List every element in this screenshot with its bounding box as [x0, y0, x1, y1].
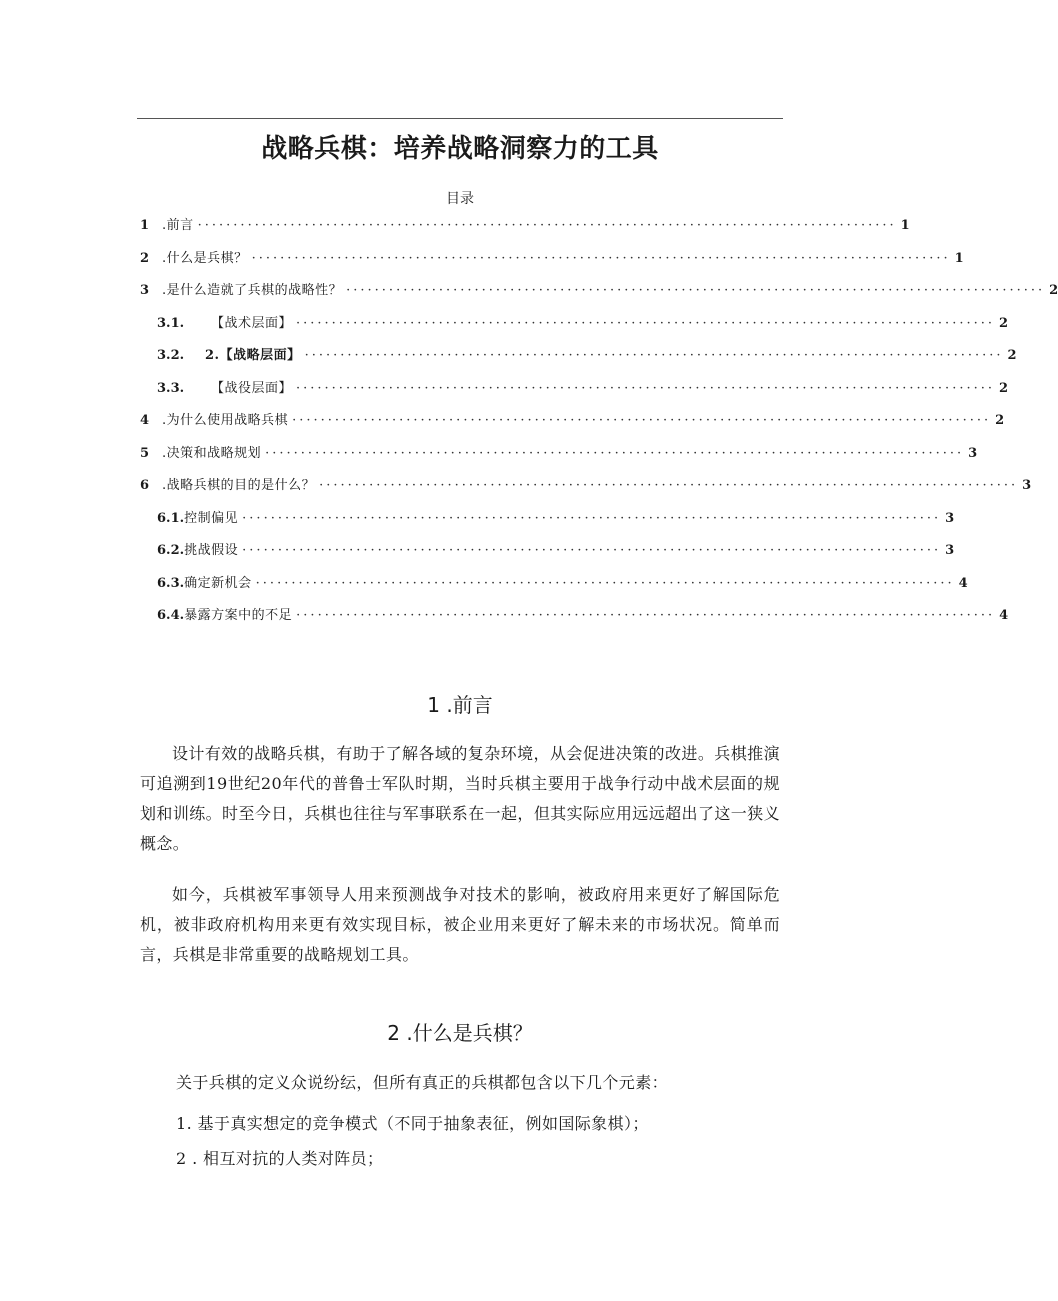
- toc-entry-number: 1: [140, 218, 150, 233]
- toc-leader: ··································································································: [304, 348, 1004, 363]
- toc-entry-page: 3: [945, 543, 955, 558]
- toc-entry[interactable]: [140, 535, 955, 568]
- toc-leader: ··································································································: [242, 543, 942, 558]
- toc-entry-title: .前言: [162, 218, 194, 233]
- toc-entry-number: 4: [140, 413, 150, 428]
- toc-entry-page: 2: [1007, 348, 1017, 363]
- toc-entry-title: 确定新机会: [184, 575, 252, 591]
- toc-entry-number: 6.2.: [157, 543, 185, 558]
- toc-entry[interactable]: [140, 308, 1009, 341]
- list-item: 2 . 相互对抗的人类对阵员；: [176, 1149, 384, 1168]
- toc-leader: ··································································································: [296, 608, 996, 623]
- table-of-contents: [140, 210, 1058, 633]
- toc-leader: ··································································································: [255, 575, 955, 591]
- header-rule: [137, 118, 783, 119]
- toc-entry[interactable]: [140, 405, 1005, 438]
- toc-entry-title: .战略兵棋的目的是什么？: [162, 478, 316, 493]
- toc-entry-page: 3: [945, 510, 955, 526]
- toc-leader: ··································································································: [319, 478, 1019, 493]
- toc-entry-title: .是什么造就了兵棋的战略性？: [162, 283, 343, 298]
- toc-entry-page: 2: [998, 315, 1009, 331]
- toc-entry-title: 控制偏见: [184, 510, 239, 526]
- toc-leader: ··································································································: [292, 413, 992, 428]
- toc-entry[interactable]: [140, 600, 1009, 633]
- toc-leader: ··································································································: [265, 445, 965, 461]
- paragraph: 设计有效的战略兵棋，有助于了解各域的复杂环境，从会促进决策的改进。兵棋推演可追溯到19世纪20年代的普鲁士军队时期，当时兵棋主要用于战争行动中战术层面的规划和训练。时至今日，兵棋也往往与军事联系在一起，但其实际应用远远超出了这一狭义概念。: [140, 744, 780, 853]
- toc-leader: ··································································································: [296, 315, 995, 331]
- toc-entry-title: .决策和战略规划: [162, 445, 262, 461]
- section-heading-preface: 1 .前言: [427, 693, 493, 717]
- toc-entry[interactable]: [140, 503, 955, 536]
- toc-leader: ··································································································: [197, 218, 897, 233]
- toc-entry-number: 6.4.: [157, 608, 185, 623]
- toc-entry-page: 2: [998, 380, 1009, 396]
- toc-entry-page: 1: [900, 218, 910, 233]
- toc-entry[interactable]: [140, 373, 1009, 406]
- toc-entry-number: 2: [140, 250, 150, 266]
- toc-entry-number: 5: [140, 445, 150, 461]
- toc-entry-number: 6.3.: [157, 575, 185, 591]
- toc-entry-number: 6.1.: [157, 510, 185, 526]
- toc-entry[interactable]: [140, 470, 1032, 503]
- toc-entry-title: 暴露方案中的不足: [184, 608, 293, 623]
- paragraph: 关于兵棋的定义众说纷纭，但所有真正的兵棋都包含以下几个元素：: [176, 1073, 669, 1092]
- toc-entry-page: 2: [1049, 283, 1058, 298]
- list-item: 1. 基于真实想定的竞争模式（不同于抽象表征，例如国际象棋）；: [176, 1114, 649, 1133]
- toc-entry-title: 2.【战略层面】: [205, 348, 301, 363]
- toc-entry-page: 1: [954, 250, 964, 266]
- toc-leader: ··································································································: [346, 283, 1046, 298]
- document-title: 战略兵棋：培养战略洞察力的工具: [261, 134, 659, 164]
- toc-entry[interactable]: [140, 340, 1017, 373]
- toc-heading: 目录: [446, 191, 474, 207]
- toc-entry-number: 3.1.: [157, 315, 185, 331]
- toc-entry[interactable]: [140, 438, 978, 471]
- toc-entry-title: .什么是兵棋？: [162, 250, 248, 266]
- toc-entry-page: 2: [995, 413, 1005, 428]
- toc-entry-title: 【战役层面】: [211, 380, 293, 396]
- toc-entry-page: 3: [1022, 478, 1032, 493]
- toc-entry[interactable]: [140, 243, 964, 276]
- toc-entry[interactable]: [140, 275, 1058, 308]
- section-heading-what-is-wargame: 2 .什么是兵棋？: [387, 1021, 533, 1045]
- toc-leader: ··································································································: [296, 380, 995, 396]
- toc-leader: ··································································································: [242, 510, 942, 526]
- toc-entry-number: 3.3.: [157, 380, 185, 396]
- toc-entry-page: 3: [968, 445, 978, 461]
- toc-entry-number: 3: [140, 283, 150, 298]
- toc-entry-page: 4: [958, 575, 968, 591]
- toc-leader: ··································································································: [251, 250, 951, 266]
- toc-entry-title: 【战术层面】: [211, 315, 293, 331]
- toc-entry-title: 挑战假设: [184, 543, 239, 558]
- toc-entry[interactable]: [140, 568, 968, 601]
- toc-entry-title: .为什么使用战略兵棋: [162, 413, 289, 428]
- paragraph: 如今，兵棋被军事领导人用来预测战争对技术的影响，被政府用来更好了解国际危机，被非政府机构用来更有效实现目标，被企业用来更好了解未来的市场状况。简单而言，兵棋是非常重要的战略规划工具。: [140, 885, 780, 964]
- toc-entry-page: 4: [999, 608, 1009, 623]
- toc-entry[interactable]: [140, 210, 910, 243]
- toc-entry-number: 3.2.: [157, 348, 185, 363]
- toc-entry-number: 6: [140, 478, 150, 493]
